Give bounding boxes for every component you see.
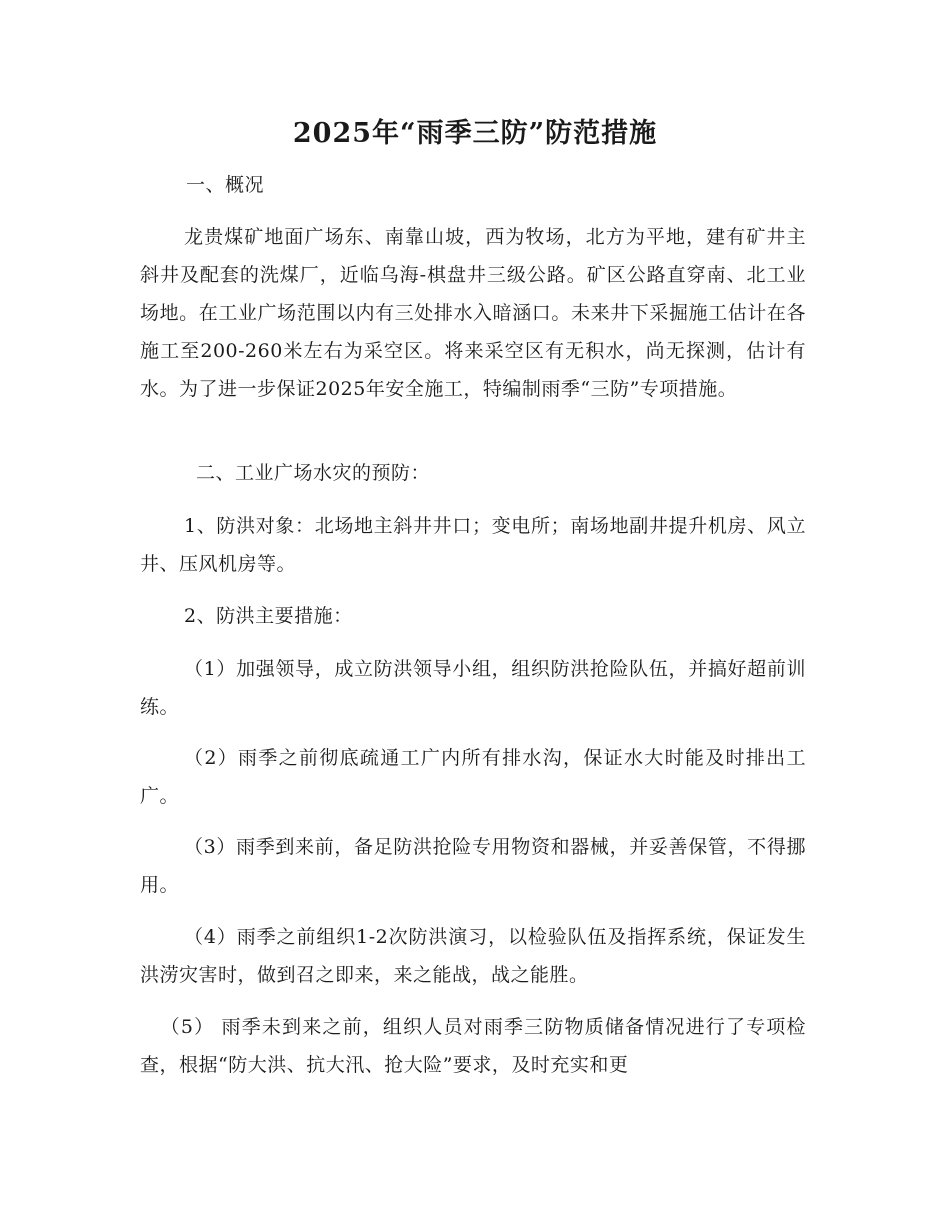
document-title: 2025年“雨季三防”防范措施 [292,118,658,149]
main-measures-heading: 2、防洪主要措施： [184,605,353,627]
measure-item-5 [140,1008,806,1084]
measure-item-4: （4）雨季之前组织1-2次防洪演习，以检验队伍及指挥系统，保证发生洪涝灾害时，做到召之即来，来之能战，战之能胜。 [140,926,806,986]
flood-targets-paragraph: 1、防洪对象：北场地主斜井井口；变电所；南场地副井提升机房、风立井、压风机房等。 [140,515,806,575]
measure-item-3: （3）雨季到来前，备足防洪抢险专用物资和器械，并妥善保管，不得挪用。 [140,836,806,896]
measure-item-2: （2）雨季之前彻底疏通工广内所有排水沟，保证水大时能及时排出工广。 [140,747,806,807]
measure-item-5-text: （5） 雨季未到来之前，组织人员对雨季三防物质储备情况进行了专项检查，根据“防大洪、抗大汛、抢大险”要求，及时充实和更 [140,1016,806,1076]
measure-item-1: （1）加强领导，成立防洪领导小组，组织防洪抢险队伍，并搞好超前训练。 [140,658,806,718]
section-heading-overview: 一、概况 [186,174,265,196]
overview-paragraph: 龙贵煤矿地面广场东、南靠山坡，西为牧场，北方为平地，建有矿井主斜井及配套的洗煤厂，近临乌海-棋盘井三级公路。矿区公路直穿南、北工业场地。在工业广场范围以内有三处排水入暗涵口。未来井下采掘施工估计在各施工至200-260米左右为采空区。将来采空区有无积水，尚无探测，估计有水。为了进一步保证2025年安全施工，特编制雨季“三防”专项措施。 [140,226,806,400]
section-heading-flood-prevention: 二、工业广场水灾的预防： [196,462,431,484]
